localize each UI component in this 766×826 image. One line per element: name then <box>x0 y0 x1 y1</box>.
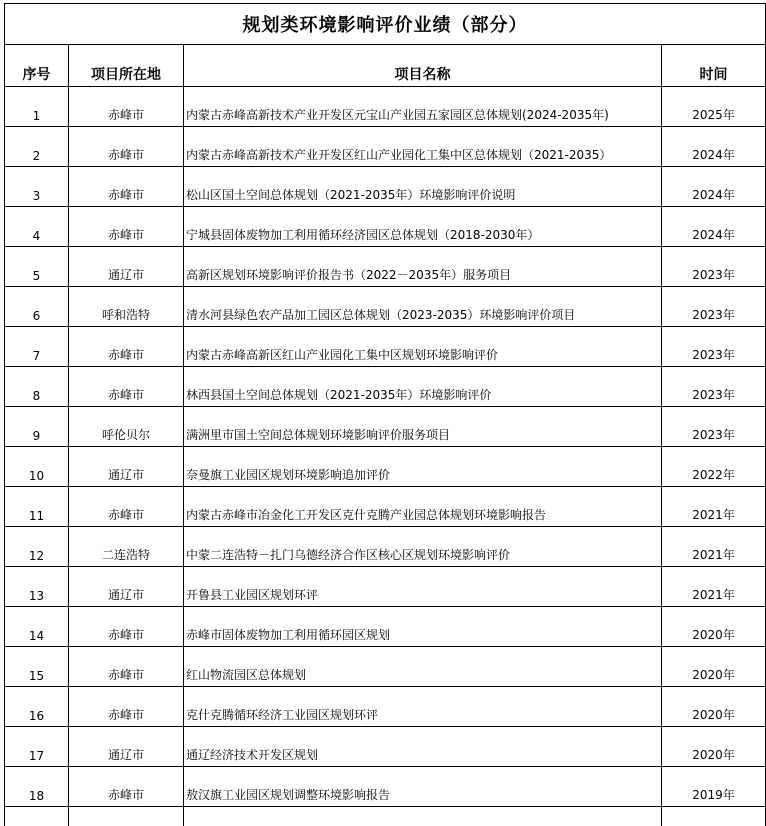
row-location: 赤峰市 <box>69 207 184 247</box>
row-project-name: 开鲁县工业园区规划环评 <box>184 567 662 607</box>
row-year: 2022年 <box>662 447 766 487</box>
empty-cell <box>662 807 766 826</box>
table-row <box>5 527 766 567</box>
row-location: 赤峰市 <box>69 327 184 367</box>
row-year: 2023年 <box>662 367 766 407</box>
row-project-name: 满洲里市国土空间总体规划环境影响评价服务项目 <box>184 407 662 447</box>
row-location: 赤峰市 <box>69 167 184 207</box>
table-row <box>5 687 766 727</box>
row-index: 15 <box>5 647 69 687</box>
row-location: 通辽市 <box>69 247 184 287</box>
table-row <box>5 287 766 327</box>
table-row <box>5 407 766 447</box>
row-project-name: 内蒙古赤峰市冶金化工开发区克什克腾产业园总体规划环境影响报告 <box>184 487 662 527</box>
row-year: 2023年 <box>662 287 766 327</box>
row-index: 14 <box>5 607 69 647</box>
row-year: 2021年 <box>662 487 766 527</box>
table-row <box>5 447 766 487</box>
header-year: 时间 <box>662 45 766 87</box>
row-project-name: 通辽经济技术开发区规划 <box>184 727 662 767</box>
row-year: 2020年 <box>662 687 766 727</box>
table-row <box>5 727 766 767</box>
table-row <box>5 767 766 807</box>
header-row <box>5 45 766 87</box>
row-location: 赤峰市 <box>69 607 184 647</box>
row-year: 2020年 <box>662 607 766 647</box>
row-index: 17 <box>5 727 69 767</box>
empty-cell <box>5 807 69 826</box>
row-location: 呼伦贝尔 <box>69 407 184 447</box>
table-row <box>5 647 766 687</box>
row-location: 赤峰市 <box>69 647 184 687</box>
row-location: 通辽市 <box>69 567 184 607</box>
empty-cell <box>69 807 184 826</box>
header-index: 序号 <box>5 45 69 87</box>
row-project-name: 赤峰市固体废物加工利用循环园区规划 <box>184 607 662 647</box>
table-row <box>5 127 766 167</box>
table-row <box>5 567 766 607</box>
row-location: 赤峰市 <box>69 767 184 807</box>
row-project-name: 敖汉旗工业园区规划调整环境影响报告 <box>184 767 662 807</box>
row-year: 2024年 <box>662 127 766 167</box>
row-year: 2021年 <box>662 527 766 567</box>
row-location: 通辽市 <box>69 727 184 767</box>
row-project-name: 高新区规划环境影响评价报告书（2022－2035年）服务项目 <box>184 247 662 287</box>
row-location: 赤峰市 <box>69 87 184 127</box>
row-project-name: 清水河县绿色农产品加工园区总体规划（2023-2035）环境影响评价项目 <box>184 287 662 327</box>
row-index: 4 <box>5 207 69 247</box>
row-project-name: 奈曼旗工业园区规划环境影响追加评价 <box>184 447 662 487</box>
row-project-name: 松山区国土空间总体规划（2021-2035年）环境影响评价说明 <box>184 167 662 207</box>
header-name: 项目名称 <box>184 45 662 87</box>
row-project-name: 红山物流园区总体规划 <box>184 647 662 687</box>
row-year: 2019年 <box>662 767 766 807</box>
row-project-name: 克什克腾循环经济工业园区规划环评 <box>184 687 662 727</box>
row-index: 18 <box>5 767 69 807</box>
row-index: 7 <box>5 327 69 367</box>
row-index: 11 <box>5 487 69 527</box>
table-row <box>5 367 766 407</box>
table-row <box>5 607 766 647</box>
table-row <box>5 327 766 367</box>
row-year: 2023年 <box>662 327 766 367</box>
row-project-name: 内蒙古赤峰高新技术产业开发区元宝山产业园五家园区总体规划(2024-2035年) <box>184 87 662 127</box>
row-index: 10 <box>5 447 69 487</box>
row-project-name: 内蒙古赤峰高新技术产业开发区红山产业园化工集中区总体规划（2021-2035） <box>184 127 662 167</box>
row-index: 9 <box>5 407 69 447</box>
row-project-name: 宁城县固体废物加工利用循环经济园区总体规划（2018-2030年） <box>184 207 662 247</box>
row-year: 2021年 <box>662 567 766 607</box>
row-year: 2023年 <box>662 247 766 287</box>
row-project-name: 中蒙二连浩特－扎门乌德经济合作区核心区规划环境影响评价 <box>184 527 662 567</box>
row-index: 16 <box>5 687 69 727</box>
row-index: 2 <box>5 127 69 167</box>
row-location: 呼和浩特 <box>69 287 184 327</box>
row-index: 3 <box>5 167 69 207</box>
row-location: 赤峰市 <box>69 127 184 167</box>
row-year: 2020年 <box>662 727 766 767</box>
row-index: 6 <box>5 287 69 327</box>
row-project-name: 内蒙古赤峰高新区红山产业园化工集中区规划环境影响评价 <box>184 327 662 367</box>
row-year: 2024年 <box>662 167 766 207</box>
table-row <box>5 487 766 527</box>
row-location: 赤峰市 <box>69 367 184 407</box>
table-row-partial <box>5 807 766 826</box>
row-index: 5 <box>5 247 69 287</box>
row-location: 二连浩特 <box>69 527 184 567</box>
performance-table <box>4 3 766 826</box>
row-index: 8 <box>5 367 69 407</box>
table-row <box>5 247 766 287</box>
row-year: 2020年 <box>662 647 766 687</box>
empty-cell <box>184 807 662 826</box>
row-index: 12 <box>5 527 69 567</box>
row-index: 13 <box>5 567 69 607</box>
table-body <box>5 4 766 826</box>
title-row <box>5 4 766 45</box>
row-location: 通辽市 <box>69 447 184 487</box>
row-location: 赤峰市 <box>69 487 184 527</box>
row-year: 2023年 <box>662 407 766 447</box>
table-row <box>5 87 766 127</box>
sheet-title: 规划类环境影响评价业绩（部分） <box>5 4 766 45</box>
row-year: 2025年 <box>662 87 766 127</box>
header-location: 项目所在地 <box>69 45 184 87</box>
row-project-name: 林西县国土空间总体规划（2021-2035年）环境影响评价 <box>184 367 662 407</box>
table-row <box>5 207 766 247</box>
table-row <box>5 167 766 207</box>
row-index: 1 <box>5 87 69 127</box>
row-year: 2024年 <box>662 207 766 247</box>
row-location: 赤峰市 <box>69 687 184 727</box>
